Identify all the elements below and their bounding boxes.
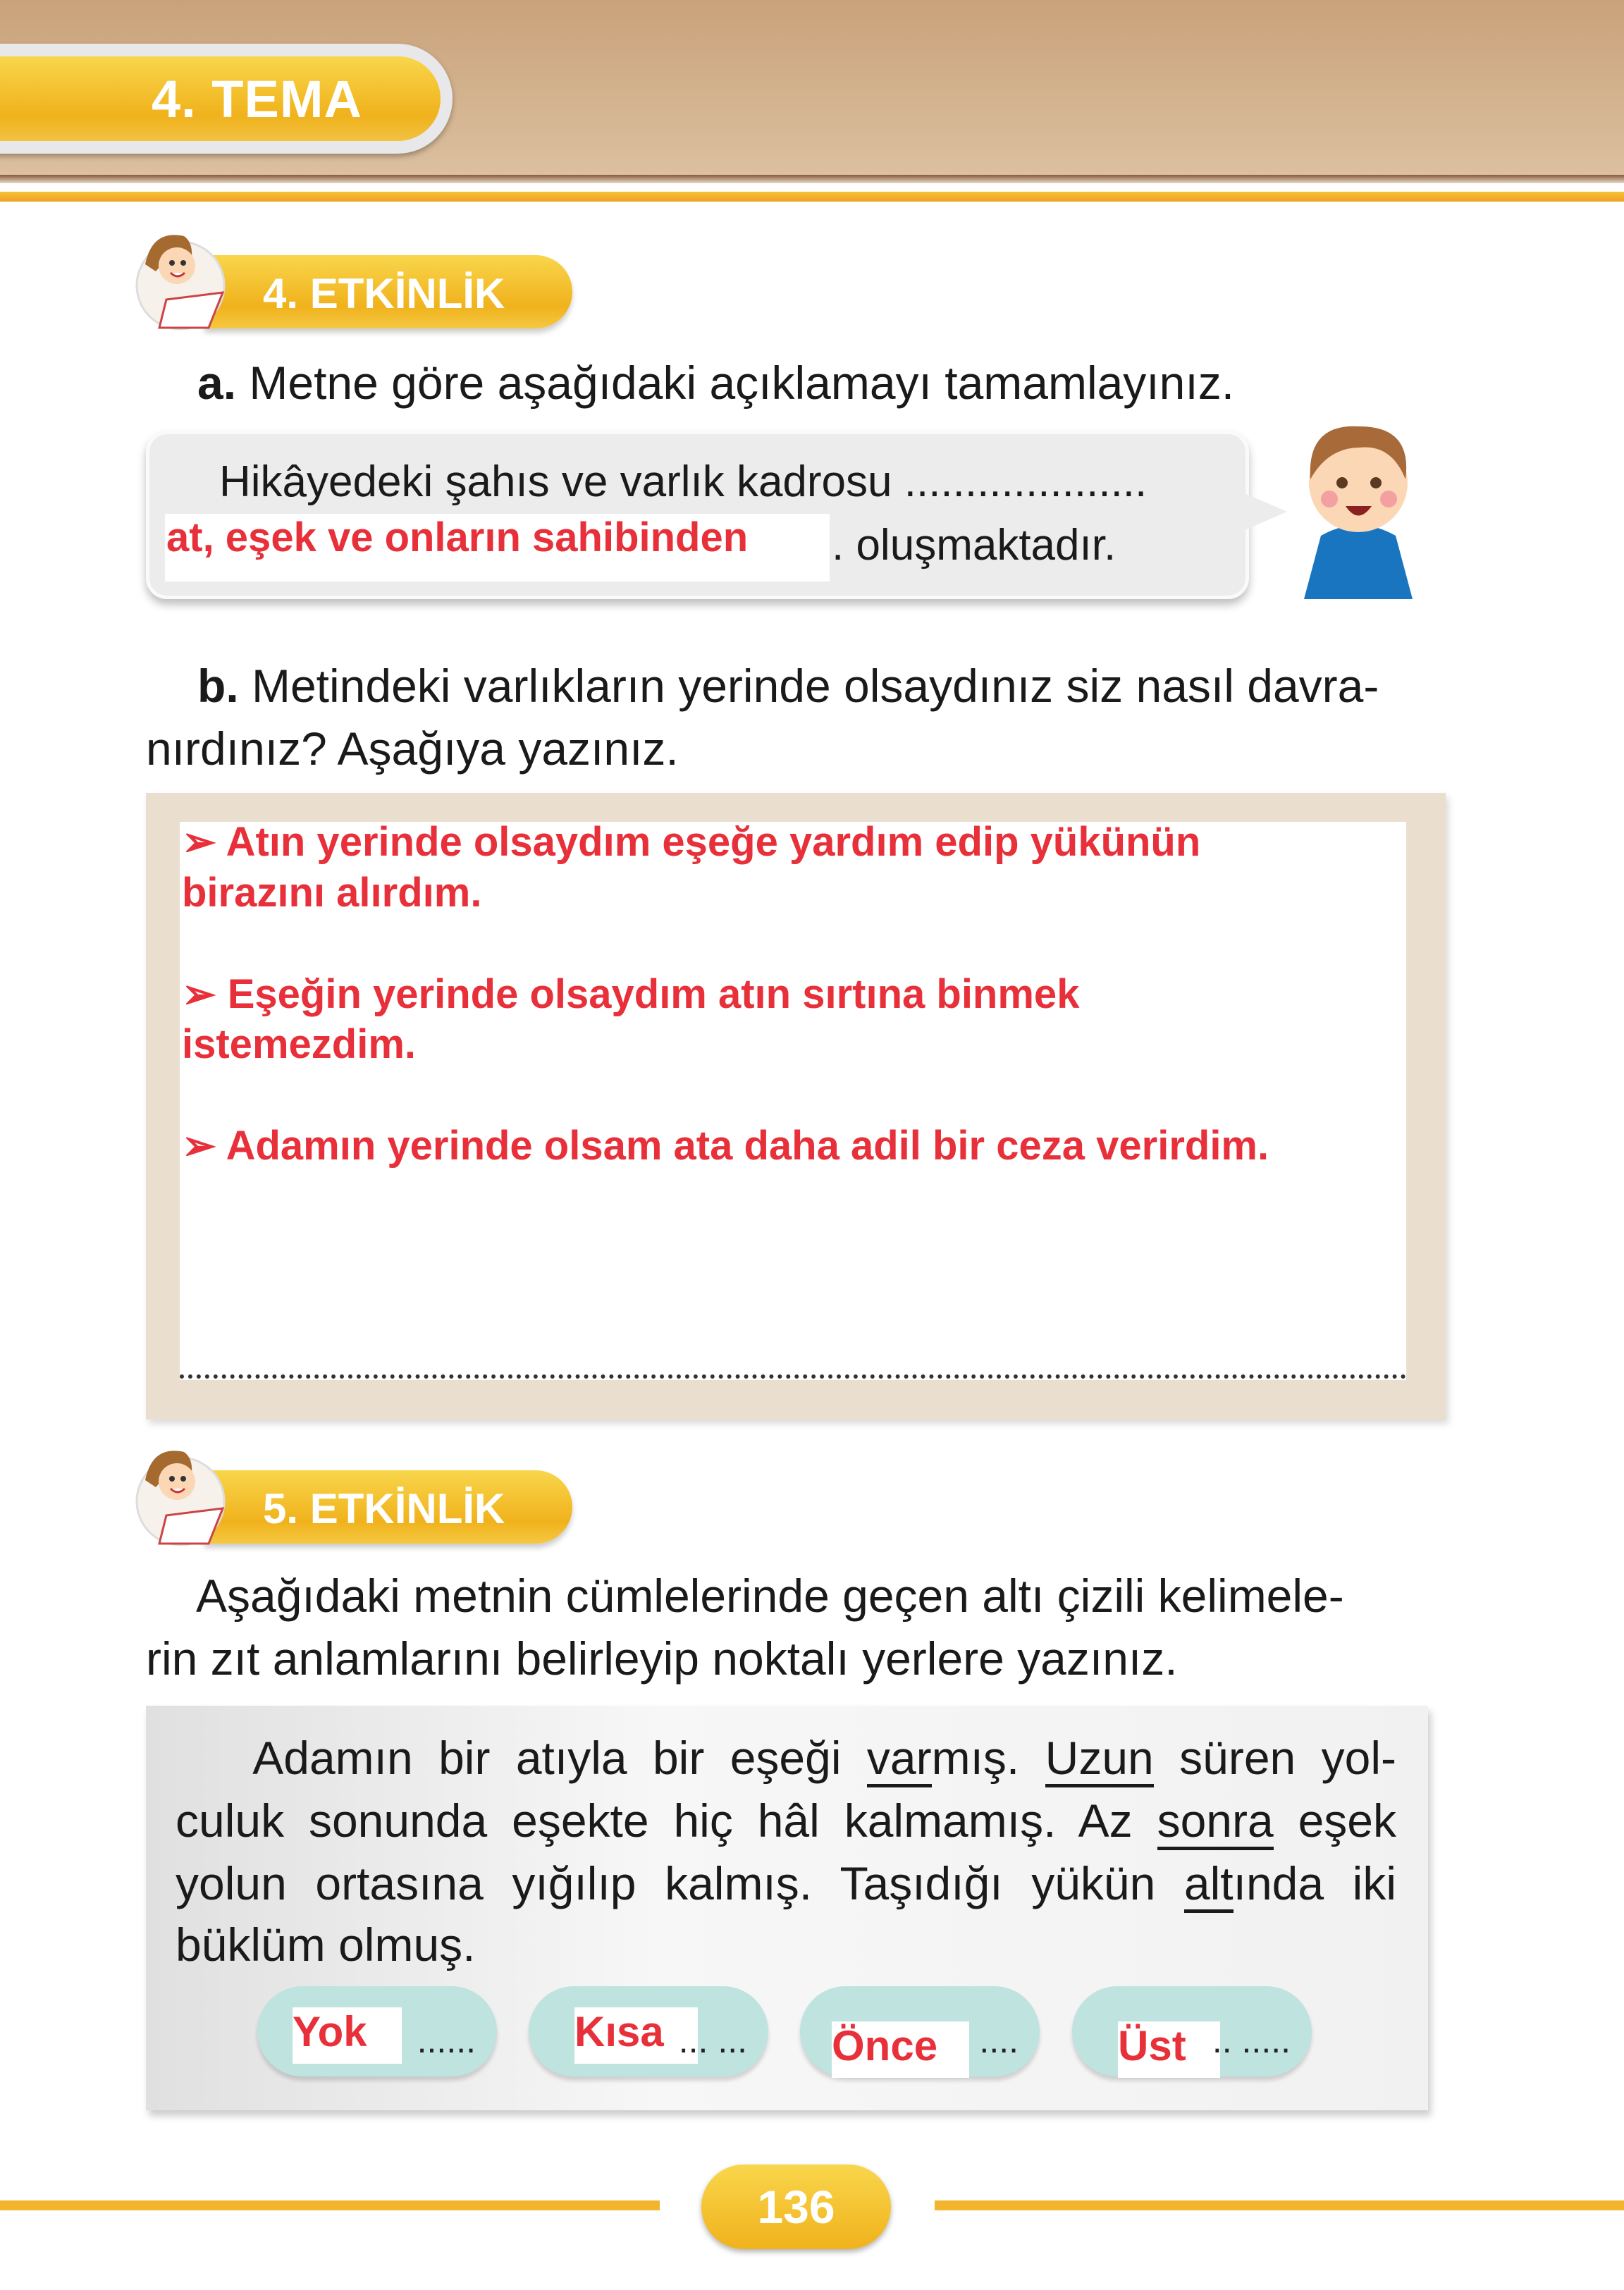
speech-bubble-tail bbox=[1245, 493, 1287, 530]
answer-b-2: ➢ Eşeğin yerinde olsaydım atın sırtına binmek bbox=[182, 971, 1080, 1017]
story-line-2: culuk sonunda eşekte hiç hâl kalmamış. Az sonra eşek bbox=[176, 1794, 1396, 1847]
page-number-badge bbox=[701, 2165, 891, 2249]
bubble-sentence-end: . oluşmaktadır. bbox=[832, 521, 1116, 570]
story-line-3: yolun ortasına yığılıp kalmış. Taşıdığı yükün altında iki bbox=[176, 1857, 1396, 1910]
answer-1-text: Yok bbox=[293, 2008, 367, 2055]
question-a: a. Metne göre aşağıdaki açıklamayı tamamlayınız. bbox=[197, 357, 1235, 409]
activity-5-prompt-line1: Aşağıdaki metnin cümlelerinde geçen altı çizili kelimele- bbox=[196, 1570, 1344, 1622]
boy-icon bbox=[1293, 416, 1424, 610]
footer-line-left bbox=[0, 2200, 660, 2210]
bubble-sentence-start: Hikâyedeki şahıs ve varlık kadrosu .................... bbox=[219, 457, 1148, 506]
answer-b-2-cont: istemezdim. bbox=[182, 1021, 416, 1067]
answer-pill-4[interactable] bbox=[1072, 1986, 1312, 2076]
theme-label: 4. TEMA bbox=[152, 70, 362, 128]
answer-b-1: ➢ Atın yerinde olsaydım eşeğe yardım edip yükünün bbox=[182, 819, 1201, 865]
answer-b-1-cont: birazını alırdım. bbox=[182, 870, 482, 916]
question-b-line2: nırdınız? Aşağıya yazınız. bbox=[146, 722, 679, 775]
activity-5-title: 5. ETKİNLİK bbox=[263, 1485, 505, 1532]
header-edge bbox=[0, 175, 1624, 183]
answer-a-text: at, eşek ve onların sahibinden bbox=[166, 515, 749, 560]
answer-4-text: Üst bbox=[1118, 2022, 1186, 2069]
answer-2-text: Kısa bbox=[574, 2008, 664, 2055]
answer-dots: .... bbox=[979, 2021, 1019, 2060]
activity-4-title: 4. ETKİNLİK bbox=[263, 270, 505, 317]
activity-4-badge bbox=[204, 255, 572, 328]
answer-pill-2[interactable] bbox=[529, 1986, 768, 2076]
answer-field-a[interactable] bbox=[165, 514, 830, 581]
story-line-1: Adamın bir atıyla bir eşeği varmış. Uzun süren yol- bbox=[176, 1731, 1396, 1785]
answer-3-text: Önce bbox=[832, 2022, 938, 2069]
arrow-bullet-icon: ➢ bbox=[182, 819, 216, 865]
answer-dots: ...... bbox=[417, 2021, 476, 2060]
girl-writing-icon bbox=[124, 1438, 237, 1551]
story-line-4: büklüm olmuş. bbox=[176, 1919, 476, 1971]
theme-badge bbox=[0, 56, 441, 141]
answer-field-1[interactable] bbox=[293, 2007, 402, 2064]
answer-pill-3[interactable] bbox=[800, 1986, 1040, 2076]
answer-b-3: ➢ Adamın yerinde olsam ata daha adil bir ceza verirdim. bbox=[182, 1123, 1269, 1169]
page-number: 136 bbox=[757, 2181, 835, 2233]
girl-writing-icon bbox=[124, 222, 237, 335]
answer-pill-1[interactable] bbox=[257, 1986, 497, 2076]
answer-dots: ... ... bbox=[678, 2021, 747, 2060]
answer-field-3[interactable] bbox=[832, 2021, 969, 2078]
dotted-line bbox=[180, 1374, 1406, 1379]
arrow-bullet-icon: ➢ bbox=[182, 971, 216, 1017]
arrow-bullet-icon: ➢ bbox=[182, 1123, 216, 1169]
question-b-line1: b. Metindeki varlıkların yerinde olsaydınız siz nasıl davra- bbox=[197, 660, 1379, 712]
activity-5-prompt-line2: rin zıt anlamlarını belirleyip noktalı yerlere yazınız. bbox=[146, 1632, 1178, 1685]
footer-line-right bbox=[935, 2200, 1624, 2210]
header-stripe bbox=[0, 192, 1624, 202]
activity-5-badge bbox=[204, 1470, 572, 1544]
answer-field-4[interactable] bbox=[1118, 2021, 1220, 2078]
answer-dots: .. ..... bbox=[1212, 2021, 1291, 2060]
